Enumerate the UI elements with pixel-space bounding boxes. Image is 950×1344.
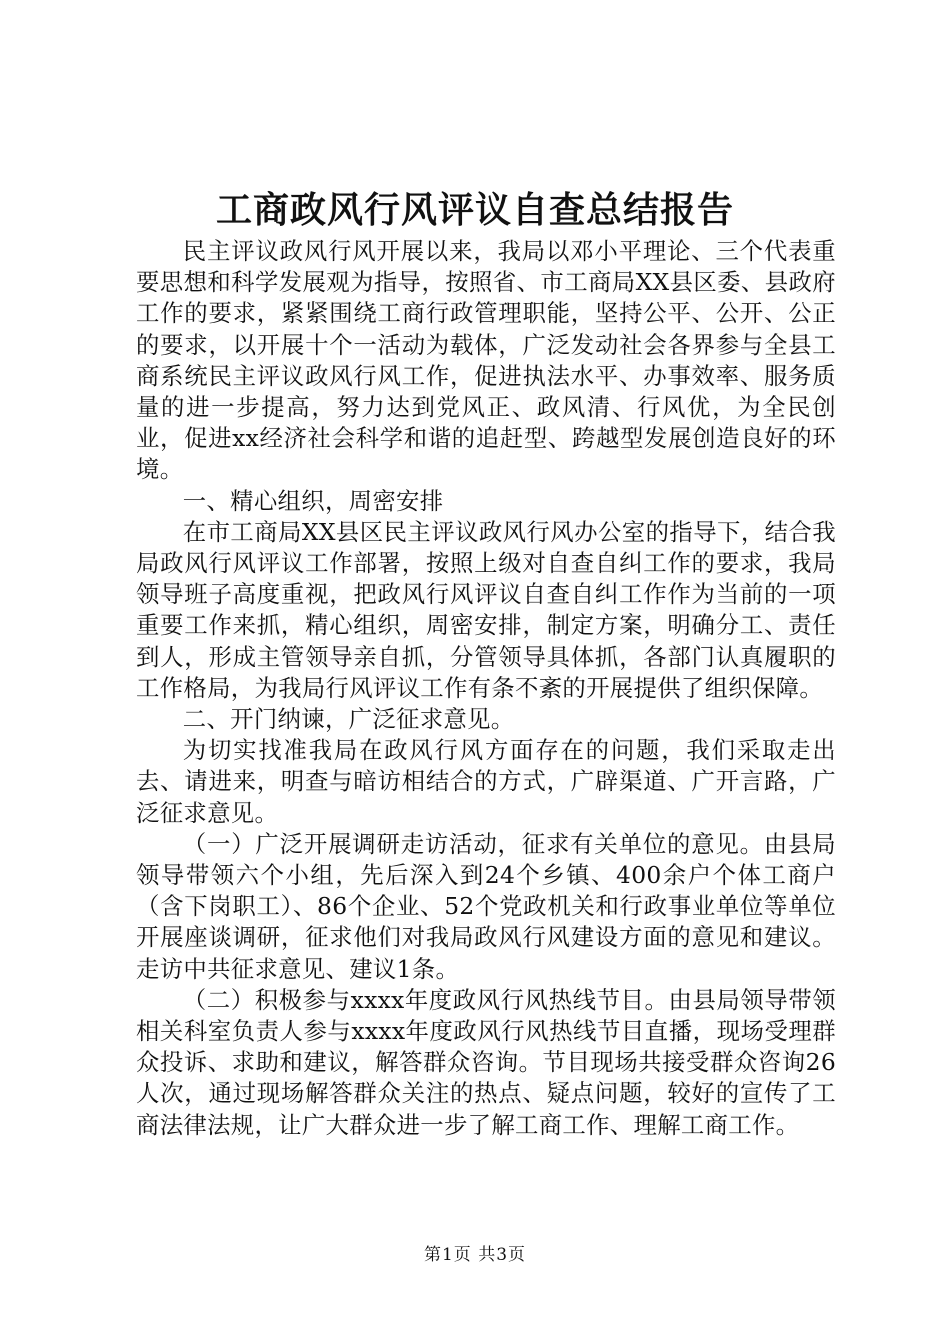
section-heading-2: 二、开门纳谏，广泛征求意见。 [182, 705, 515, 734]
page-footer: 第1页 共3页 [423, 1245, 527, 1265]
section-heading-1: 一、精心组织，周密安排 [182, 486, 444, 515]
paragraph-intro: 民主评议政风行风开展以来，我局以邓小平理论、三个代表重要思想和科学发展观为指导，按照省、市工商局XX县区委、县政府工作的要求，紧紧围绕工商行政管理职能，坚持公平、公开、公正的要求，以开展十个一活动为载体，广泛发动社会各界参与全县工商系统民主评议政风行风工作，促进执法水平、办事效率、服务质量的进一步提高，努力达到党风正、政风清、行风优，为全民创业，促进xx经济社会科学和谐的追赶型、跨越型发展创造良好的环境。 [136, 237, 836, 484]
paragraph-section-1: 在市工商局XX县区民主评议政风行风办公室的指导下，结合我局政风行风评议工作部署，按照上级对自查自纠工作的要求，我局领导班子高度重视，把政风行风评议自查自纠工作作为当前的一项重要工作来抓，精心组织，周密安排，制定方案，明确分工、责任到人，形成主管领导亲自抓，分管领导具体抓，各部门认真履职的工作格局，为我局行风评议工作有条不紊的开展提供了组织保障。 [136, 517, 836, 702]
paragraph-section-2: 为切实找准我局在政风行风方面存在的问题，我们采取走出去、请进来，明查与暗访相结合的方式，广辟渠道、广开言路，广泛征求意见。 [136, 736, 836, 827]
document-body [136, 236, 836, 1141]
paragraph-item-2: （二）积极参与xxxx年度政风行风热线节目。由县局领导带领相关科室负责人参与xxxx年度政风行风热线节目直播，现场受理群众投诉、求助和建议，解答群众咨询。节目现场共接受群众咨询26人次，通过现场解答群众关注的热点、疑点问题，较好的宣传了工商法律法规，让广大群众进一步了解工商工作、理解工商工作。 [136, 985, 836, 1139]
paragraph-item-1: （一）广泛开展调研走访活动，征求有关单位的意见。由县局领导带领六个小组，先后深入到24个乡镇、400余户个体工商户（含下岗职工）、86个企业、52个党政机关和行政事业单位等单位开展座谈调研，征求他们对我局政风行风建设方面的意见和建议。走访中共征求意见、建议1条。 [136, 829, 836, 983]
document-title: 工商政风行风评议自查总结报告 [215, 189, 734, 231]
